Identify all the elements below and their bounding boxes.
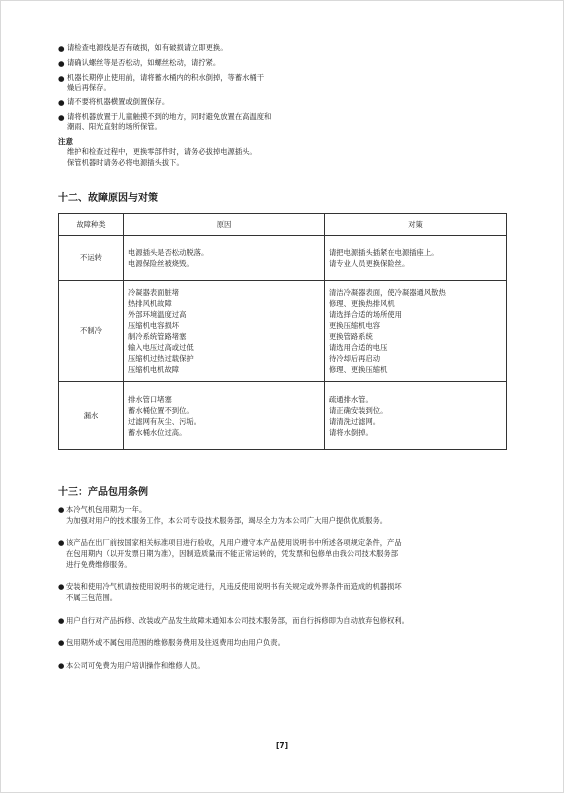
fix-item: 清洁冷凝器表面，使冷凝器通风散热 (329, 288, 446, 297)
cause-item: 排水管口堵塞 (128, 394, 172, 404)
section-13-title: 十三：产品包用条例 (58, 487, 148, 498)
cause-item: 电源插头是否松动脱落。 (128, 248, 209, 257)
care-text: 燥后再保存。 (67, 83, 111, 92)
note-line: 维护和检查过程中，更换零部件时，请务必拔掉电源插头。 (67, 147, 257, 156)
cause-item: 压缩机过热过载保护 (128, 354, 194, 363)
cause-item: 制冷系统管路堵塞 (128, 332, 187, 341)
warranty-text: 在包用期内（以开发票日期为准），因制造质量而不能正常运转的，凭发票和包修单由我公司技术服务部 (66, 549, 399, 558)
fix-item: 请专业人员更换保险丝。 (329, 259, 410, 268)
table-row (59, 236, 507, 281)
troubleshooting-table (58, 213, 507, 450)
cause-cell (124, 382, 325, 450)
fix-item: 修理、更换热排风机 (329, 299, 395, 308)
cause-item: 冷凝器表面脏堵 (128, 288, 180, 297)
care-text: 请不要将机器横置或倒置保存。 (67, 97, 170, 106)
bullet-dot-icon: ● (58, 44, 65, 53)
cause-cell (124, 236, 325, 281)
note-line: 保管机器时请务必将电源插头拔下。 (67, 158, 184, 167)
bullet-dot-icon: ● (58, 59, 65, 68)
cause-cell (124, 281, 325, 382)
warranty-text: 包用期外或不属包用范围的维修服务费用及往返费用均由用户负责。 (66, 638, 285, 647)
section-12-title: 十二、故障原因与对策 (58, 193, 158, 204)
cause-item: 热排风机故障 (128, 299, 172, 308)
care-text: 请检查电源线是否有破损，如有破损请立即更换。 (67, 43, 228, 52)
bullet-dot-icon: ● (58, 661, 65, 670)
warranty-text: 不属三包范围。 (66, 593, 118, 602)
fix-item: 待冷却后再启动 (329, 354, 381, 363)
fix-item: 请把电源插头插紧在电源插座上。 (329, 248, 439, 257)
header-cause: 原因 (124, 214, 325, 236)
fix-item: 更换管路系统 (329, 332, 373, 341)
table-header-row (59, 214, 507, 236)
cause-item: 压缩机电容损坏 (128, 321, 180, 330)
header-fix: 对策 (325, 214, 507, 236)
warranty-text: 为加强对用户的技术服务工作，本公司专设技术服务部，竭尽全力为本公司广大用户提供优质服务。 (66, 516, 388, 525)
table-row (59, 382, 507, 450)
bullet-dot-icon: ● (58, 582, 65, 591)
bullet-dot-icon: ● (58, 538, 65, 547)
care-text: 请将机器放置于儿童触摸不到的地方，同时避免放置在高温度和 (67, 112, 272, 121)
bullet-dot-icon: ● (58, 505, 65, 514)
cause-item: 过滤网有灰尘、污垢。 (128, 416, 201, 426)
bullet-dot-icon: ● (58, 98, 65, 107)
fault-kind: 不制冷 (59, 281, 124, 382)
warranty-text: 进行免费维修服务。 (66, 560, 132, 569)
table-row (59, 281, 507, 382)
warranty-text: 该产品在出厂前按国家相关标准项目进行验收，凡用户遵守本产品使用说明书中所述各项规定条件，产品 (66, 538, 402, 547)
note-title: 注意 (58, 137, 73, 146)
fix-item: 疏通排水管。 (329, 394, 373, 404)
warranty-text: 本公司可免费为用户培训操作和维修人员。 (66, 661, 205, 670)
fix-item: 请选用合适的电压 (329, 343, 388, 352)
fix-cell (325, 236, 507, 281)
fix-item: 更换压缩机电容 (329, 321, 381, 330)
care-text: 机器长期停止使用前，请将蓄水桶内的积水倒掉，等蓄水桶干 (67, 73, 265, 82)
cause-item: 蓄水桶水位过高。 (128, 427, 187, 437)
fix-cell (325, 281, 507, 382)
fault-kind: 不运转 (59, 236, 124, 281)
warranty-text: 安装和使用冷气机请按使用说明书的规定进行，凡违反使用说明书有关规定或外界条件而造成的机器损坏 (66, 582, 402, 591)
fix-item: 请选择合适的场所使用 (329, 310, 402, 319)
cause-item: 输入电压过高或过低 (128, 343, 194, 352)
fix-cell (325, 382, 507, 450)
warranty-text: 本冷气机包用期为一年。 (66, 505, 147, 514)
fix-item: 请正确安装到位。 (329, 405, 388, 415)
fault-kind: 漏水 (59, 382, 124, 450)
bullet-dot-icon: ● (58, 74, 65, 83)
bullet-dot-icon: ● (58, 113, 65, 122)
care-text: 请确认螺丝等是否松动，如螺丝松动，请拧紧。 (67, 58, 221, 67)
fix-item: 请清洗过滤网。 (329, 416, 381, 426)
cause-item: 压缩机电机故障 (128, 365, 180, 374)
fix-item: 修理、更换压缩机 (329, 365, 388, 374)
bullet-dot-icon: ● (58, 638, 65, 647)
cause-item: 外部环境温度过高 (128, 310, 187, 319)
care-text: 潮雨、阳光直射的场所保管。 (67, 122, 162, 131)
cause-item: 电源保险丝被烧毁。 (128, 259, 194, 268)
bullet-dot-icon: ● (58, 616, 65, 625)
fix-item: 请将水倒掉。 (329, 427, 373, 437)
header-kind: 故障种类 (59, 214, 124, 236)
cause-item: 蓄水桶位置不到位。 (128, 405, 194, 415)
page-number: [7] (275, 741, 289, 750)
warranty-text: 用户自行对产品拆修、改装或产品发生故障未通知本公司技术服务部，而自行拆修即为自动放弃包修权利。 (66, 616, 409, 625)
